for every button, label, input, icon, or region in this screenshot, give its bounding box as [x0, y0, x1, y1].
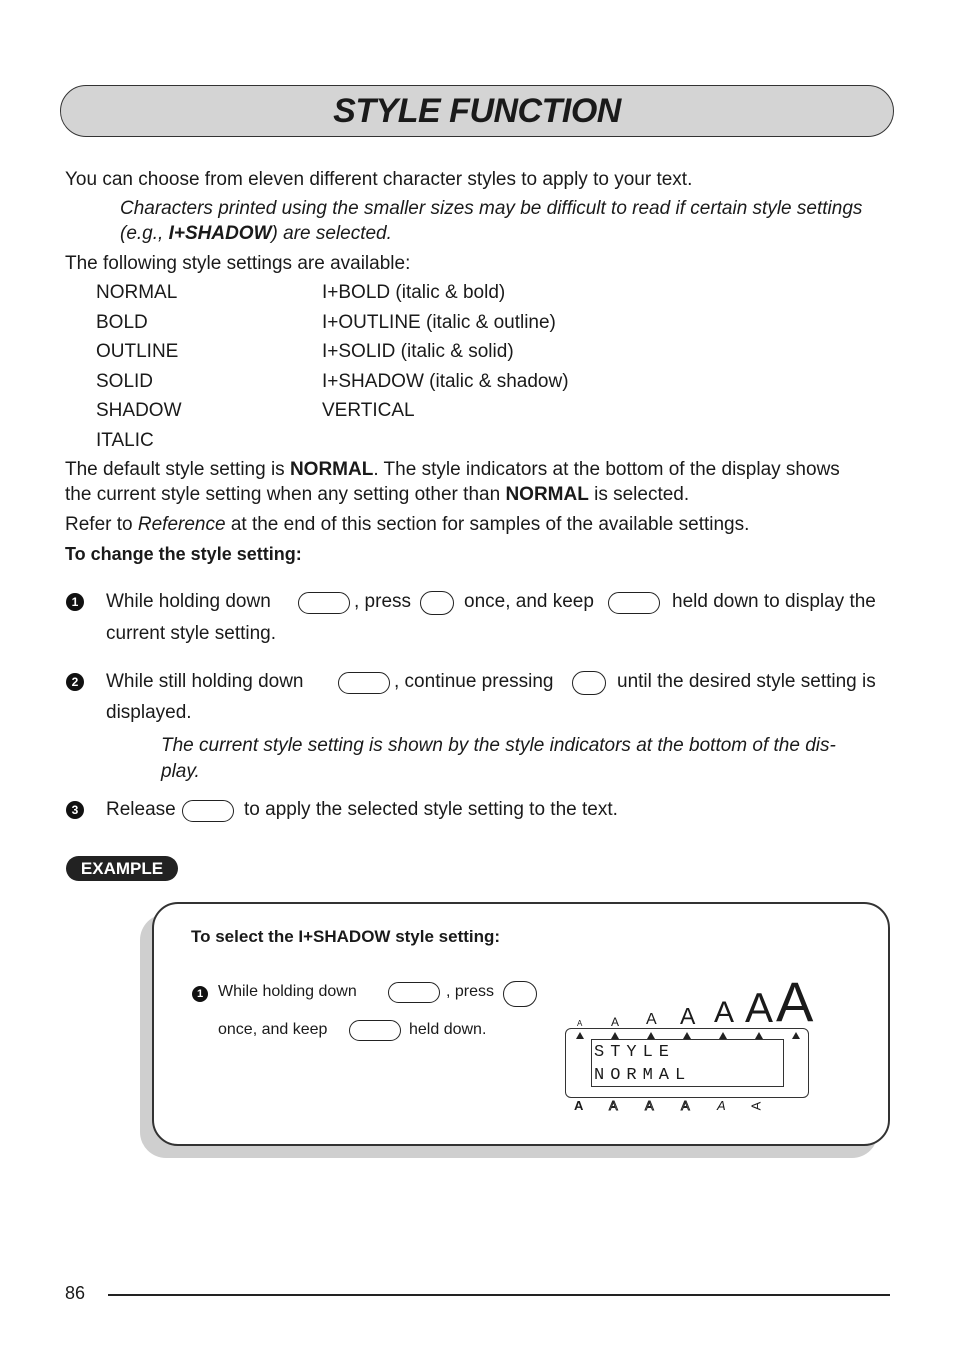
- code-key-icon: [608, 592, 660, 614]
- step-1-text-e: current style setting.: [106, 623, 277, 644]
- default-text: The default style setting is: [65, 459, 290, 480]
- style-right-isolid: I+SOLID (italic & solid): [322, 341, 514, 362]
- step-2-text-d: displayed.: [106, 702, 192, 723]
- page-number: 86: [65, 1283, 86, 1303]
- code-key-icon: [349, 1020, 401, 1041]
- note-line-1: Characters printed using the smaller sizes may be difficult to read if certain style settings: [120, 198, 863, 219]
- default-text: is selected.: [588, 484, 690, 505]
- style-letter-solid: A: [645, 1098, 654, 1113]
- intro-text: You can choose from eleven different character styles to apply to your text.: [65, 169, 693, 190]
- style-left-italic: ITALIC: [96, 430, 154, 451]
- example-line-1-a: While holding down: [218, 983, 357, 1000]
- style-right-ishadow: I+SHADOW (italic & shadow): [322, 371, 569, 392]
- style-letter-normal: A: [574, 1098, 584, 1113]
- page-title: STYLE FUNCTION: [333, 92, 621, 130]
- code-key-icon: [298, 592, 350, 614]
- note-line-2: [120, 222, 392, 246]
- step-number: 2: [66, 673, 84, 691]
- step-2-text-c: until the desired style setting is: [617, 671, 876, 692]
- step-1-text-b: , press: [354, 591, 412, 612]
- lcd-line-2: NORMAL: [594, 1066, 692, 1085]
- default-line-2: [65, 483, 689, 507]
- example-step-bullet: [192, 984, 208, 1002]
- example-badge: EXAMPLE: [66, 856, 178, 881]
- example-heading: To select the I+SHADOW style setting:: [191, 927, 501, 946]
- size-letter: A: [776, 970, 814, 1033]
- step-2-bullet: [66, 673, 84, 691]
- style-left-bold: BOLD: [96, 312, 148, 333]
- size-letter: A: [611, 1015, 620, 1029]
- note-text: ) are selected.: [271, 223, 392, 244]
- size-letter: A: [646, 1011, 657, 1028]
- default-text: the current style setting when any setting other than: [65, 484, 506, 505]
- style-letter-italic: A: [717, 1098, 726, 1113]
- style-letter-vertical: A: [748, 1101, 764, 1111]
- default-line-1: [65, 458, 840, 482]
- refer-text: at the end of this section for samples of the available settings.: [225, 514, 750, 535]
- step-2-note-1: The current style setting is shown by the style indicators at the bottom of the dis-: [161, 735, 836, 756]
- example-line-1-b: , press: [446, 983, 495, 1000]
- step-1-text-d: held down to display the: [672, 591, 876, 612]
- style-left-outline: OUTLINE: [96, 341, 179, 362]
- size-letter: A: [714, 996, 735, 1029]
- step-3-text-b: to apply the selected style setting to the text.: [244, 799, 618, 820]
- refer-line: [65, 513, 749, 537]
- style-key-icon: [420, 591, 454, 615]
- size-letter: A: [577, 1019, 583, 1028]
- code-key-icon: [338, 672, 390, 694]
- style-left-normal: NORMAL: [96, 282, 178, 303]
- refer-emphasis: Reference: [137, 514, 226, 535]
- size-letter: A: [745, 984, 774, 1031]
- step-number: 1: [66, 593, 84, 611]
- style-letter-shadow: A: [681, 1098, 690, 1113]
- step-3-bullet: [66, 801, 84, 819]
- code-key-icon: [388, 982, 440, 1003]
- style-right-ibold: I+BOLD (italic & bold): [322, 282, 506, 303]
- size-letter: A: [680, 1003, 696, 1029]
- default-emphasis: NORMAL: [289, 459, 374, 480]
- example-line-2-b: held down.: [409, 1021, 487, 1038]
- step-2-text-b: , continue pressing: [394, 671, 554, 692]
- style-key-icon: [572, 671, 606, 695]
- default-emphasis: NORMAL: [505, 484, 589, 505]
- note-emphasis: I+SHADOW: [168, 223, 272, 244]
- style-right-ioutline: I+OUTLINE (italic & outline): [322, 312, 556, 333]
- step-1-text-a: While holding down: [106, 591, 271, 612]
- step-1-text-c: once, and keep: [464, 591, 594, 612]
- step-2-text-a: While still holding down: [106, 671, 304, 692]
- lcd-line-1: STYLE: [594, 1043, 676, 1062]
- footer-rule: [108, 1294, 890, 1296]
- note-text: (e.g.,: [120, 223, 169, 244]
- step-number: 3: [66, 801, 84, 819]
- change-heading: To change the style setting:: [65, 544, 302, 564]
- step-1-bullet: [66, 593, 84, 611]
- code-key-icon: [182, 800, 234, 822]
- step-number: 1: [192, 986, 208, 1002]
- style-letter-outline: A: [609, 1098, 618, 1113]
- step-3-text-a: Release: [106, 799, 176, 820]
- refer-text: Refer to: [65, 514, 138, 535]
- step-2-note-2: play.: [161, 761, 200, 782]
- example-line-2-a: once, and keep: [218, 1021, 328, 1038]
- style-left-shadow: SHADOW: [96, 400, 182, 421]
- style-key-icon: [503, 981, 537, 1007]
- default-text: . The style indicators at the bottom of the display shows: [373, 459, 840, 480]
- style-right-vertical: VERTICAL: [322, 400, 415, 421]
- style-left-solid: SOLID: [96, 371, 154, 392]
- following-text: The following style settings are available:: [65, 253, 411, 274]
